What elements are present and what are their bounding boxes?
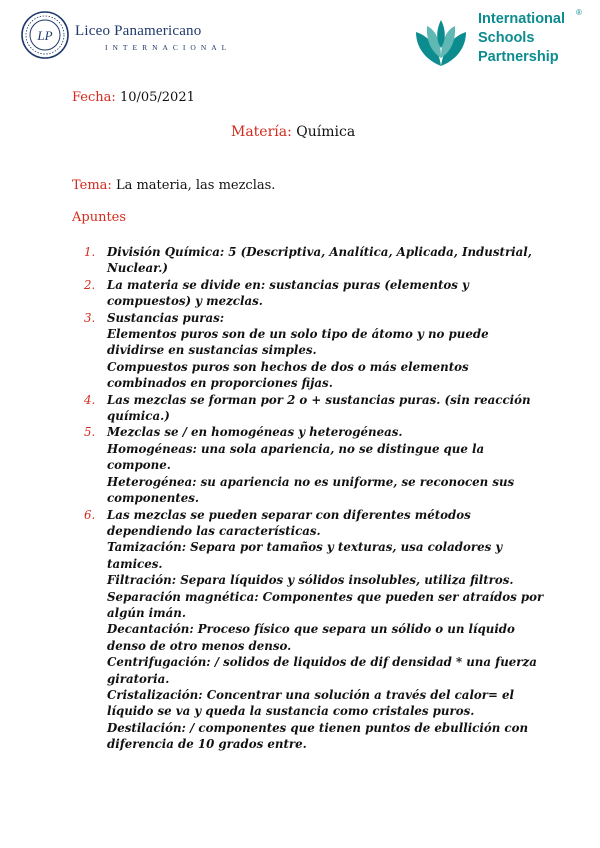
note-line: Destilación: / componentes que tienen puntos de ebullición con diferencia de 10 grados entre. xyxy=(107,720,529,752)
partner-name xyxy=(478,10,565,67)
subject-value: Química xyxy=(296,124,356,140)
note-item xyxy=(84,277,544,310)
date-value: 10/05/2021 xyxy=(119,90,195,105)
note-line: Separación magnética: Componentes que pueden ser atraídos por algún imán. xyxy=(107,589,544,620)
note-number: 4. xyxy=(84,392,96,407)
partner-line-2: Schools xyxy=(478,30,535,46)
note-line: Mezclas se / en homogéneas y heterogéneas. xyxy=(107,425,403,440)
note-number: 2. xyxy=(84,277,96,292)
note-number: 1. xyxy=(84,245,96,259)
note-line: La materia se divide en: sustancias puras (elementos y compuestos) y mezclas. xyxy=(107,277,469,309)
note-line: Compuestos puros son hechos de dos o más elementos combinados en proporciones fijas. xyxy=(107,359,469,391)
date-line xyxy=(72,90,195,105)
partner-line-1: International xyxy=(478,11,566,27)
partner-leaves-icon xyxy=(412,18,470,68)
note-number: 6. xyxy=(84,507,96,522)
partner-line-3: Partnership xyxy=(478,49,559,65)
note-line: Las mezclas se forman por 2 o + sustancias puras. (sin reacción química.) xyxy=(107,392,531,424)
note-line: División Química: 5 (Descriptiva, Analítica, Aplicada, Industrial, Nuclear.) xyxy=(107,245,532,276)
notes-list xyxy=(84,244,544,753)
school-logo xyxy=(20,10,240,60)
date-label: Fecha: xyxy=(72,90,116,105)
subject-line xyxy=(231,124,355,140)
note-line: Tamización: Separa por tamaños y texturas, usa coladores y tamices. xyxy=(107,540,503,571)
note-line: Homogéneas: una sola apariencia, no se distingue que la compone. xyxy=(107,441,485,473)
topic-label: Tema: xyxy=(72,178,112,193)
note-line: Centrifugación: / solidos de liquidos de dif densidad * una fuerza giratoria. xyxy=(107,655,537,686)
note-item xyxy=(84,310,544,392)
topic-value: La materia, las mezclas. xyxy=(115,178,276,193)
partner-logo xyxy=(412,8,592,68)
note-item xyxy=(84,244,544,277)
note-line: Decantación: Proceso físico que separa un sólido o un líquido denso de otro menos denso. xyxy=(107,622,515,653)
note-number: 5. xyxy=(84,425,96,440)
note-line: Elementos puros son de un solo tipo de átomo y no puede dividirse en sustancias simples. xyxy=(107,327,489,358)
note-line: Heterogénea: su apariencia no es uniforme, se reconocen sus componentes. xyxy=(107,474,515,506)
note-line: Las mezclas se pueden separar con diferentes métodos dependiendo las características. xyxy=(107,507,471,538)
note-line: Filtración: Separa líquidos y sólidos insolubles, utiliza filtros. xyxy=(107,573,514,588)
school-name: Liceo Panamericano xyxy=(75,23,202,39)
note-item xyxy=(84,507,544,753)
note-number: 3. xyxy=(84,310,96,325)
notes-heading: Apuntes xyxy=(72,210,127,225)
subject-label: Matería: xyxy=(231,124,292,140)
note-item xyxy=(84,424,544,506)
note-line: Sustancias puras: xyxy=(107,310,225,325)
school-monogram: LP xyxy=(37,28,53,43)
school-subtitle: INTERNACIONAL xyxy=(105,43,232,52)
note-line: Cristalización: Concentrar una solución a través del calor= el líquido se va y queda la sustancia como cristales puros. xyxy=(107,687,514,719)
registered-mark: ® xyxy=(576,8,582,17)
note-item xyxy=(84,392,544,425)
school-seal-icon xyxy=(20,10,70,60)
topic-line xyxy=(72,178,275,193)
